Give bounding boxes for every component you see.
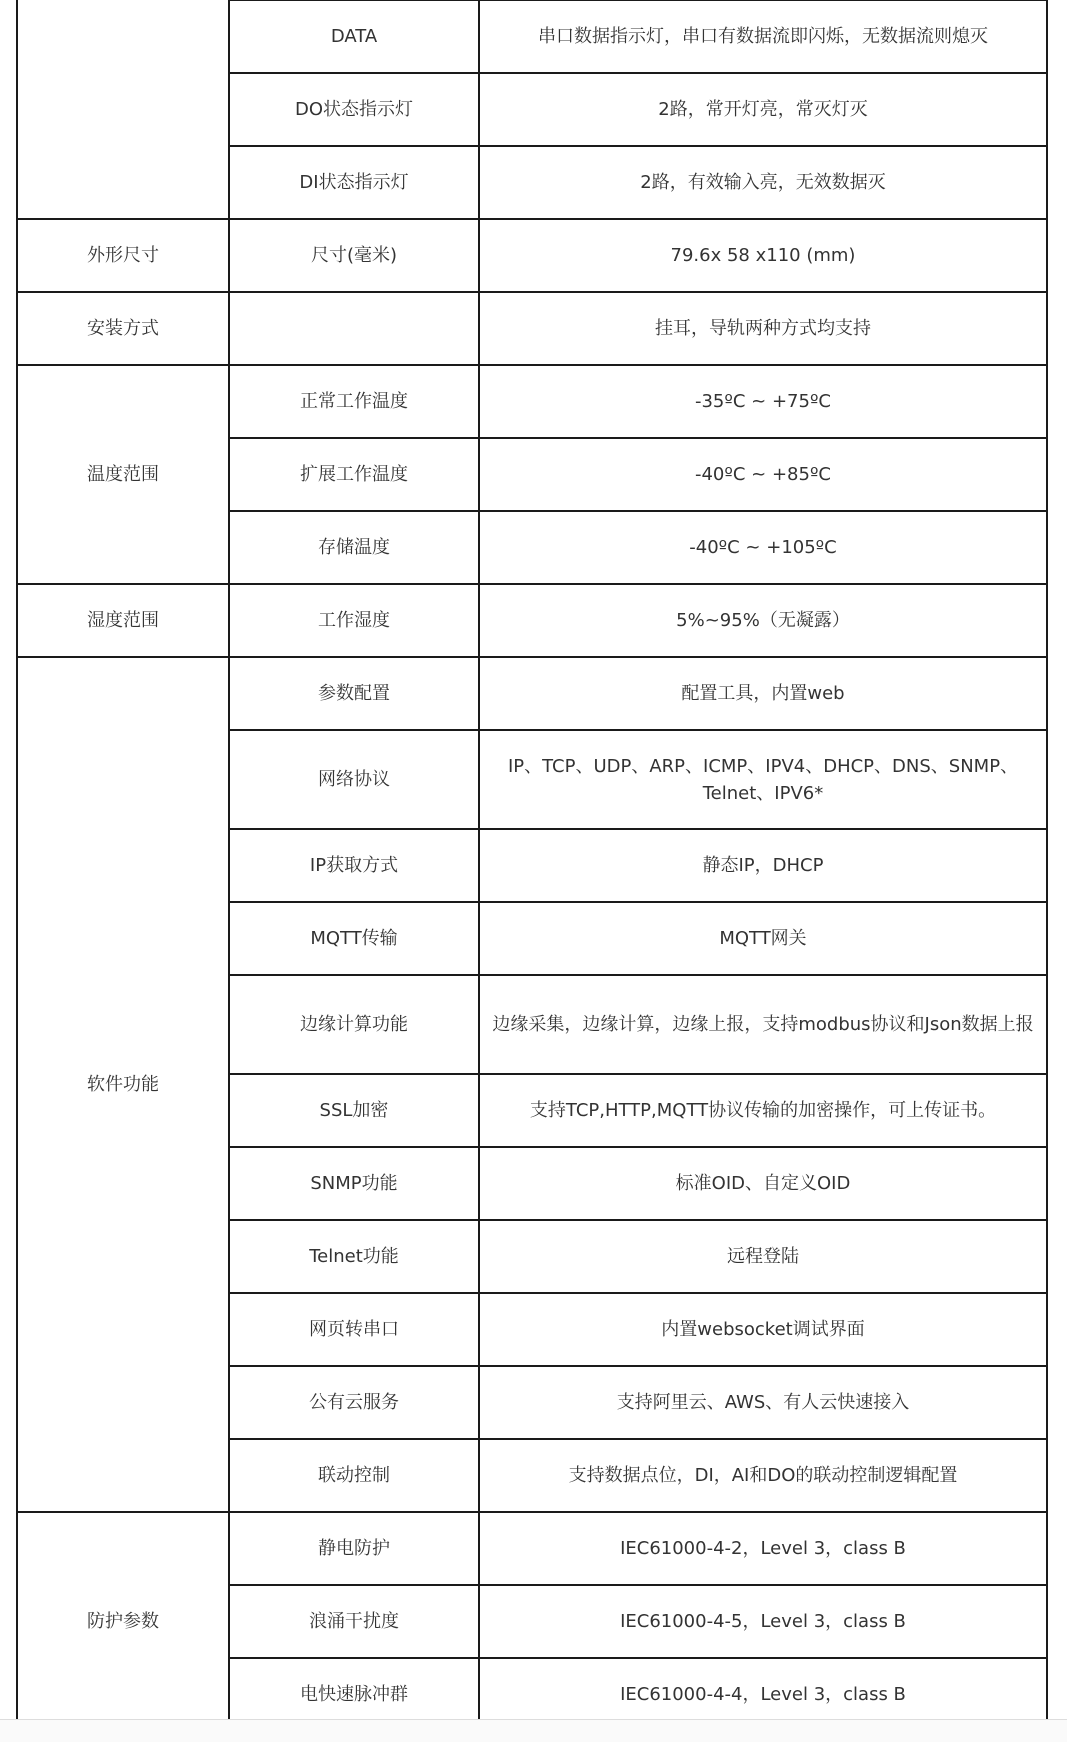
value-cell: 支持阿里云、AWS、有人云快速接入: [479, 1366, 1047, 1439]
item-cell: 电快速脉冲群: [229, 1658, 479, 1730]
table-row: [17, 0, 1047, 73]
value-cell: 2路，常开灯亮，常灭灯灭: [479, 73, 1047, 146]
item-cell: MQTT传输: [229, 902, 479, 975]
table-row: [17, 292, 1047, 365]
category-cell: 防护参数: [17, 1512, 229, 1730]
category-cell: [17, 0, 229, 219]
item-cell: 边缘计算功能: [229, 975, 479, 1074]
value-cell: 5%~95%（无凝露）: [479, 584, 1047, 657]
value-cell: 串口数据指示灯，串口有数据流即闪烁，无数据流则熄灭: [479, 0, 1047, 73]
item-cell: 参数配置: [229, 657, 479, 730]
item-cell: DO状态指示灯: [229, 73, 479, 146]
value-cell: MQTT网关: [479, 902, 1047, 975]
item-cell: Telnet功能: [229, 1220, 479, 1293]
item-cell: 公有云服务: [229, 1366, 479, 1439]
category-cell: 温度范围: [17, 365, 229, 584]
value-cell: -35ºC ~ +75ºC: [479, 365, 1047, 438]
item-cell: 网络协议: [229, 730, 479, 829]
table-row: [17, 1512, 1047, 1585]
value-cell: 支持TCP,HTTP,MQTT协议传输的加密操作，可上传证书。: [479, 1074, 1047, 1147]
item-cell: 联动控制: [229, 1439, 479, 1512]
item-cell: 扩展工作温度: [229, 438, 479, 511]
item-cell: IP获取方式: [229, 829, 479, 902]
category-cell: 安装方式: [17, 292, 229, 365]
item-cell: 存储温度: [229, 511, 479, 584]
value-cell: 边缘采集，边缘计算，边缘上报，支持modbus协议和Json数据上报: [479, 975, 1047, 1074]
value-cell: 静态IP，DHCP: [479, 829, 1047, 902]
item-cell: [229, 292, 479, 365]
value-cell: 79.6x 58 x110 (mm): [479, 219, 1047, 292]
value-cell: -40ºC ~ +85ºC: [479, 438, 1047, 511]
value-cell: -40ºC ~ +105ºC: [479, 511, 1047, 584]
category-cell: 软件功能: [17, 657, 229, 1512]
page-bottom-edge: [0, 1719, 1067, 1742]
value-cell: IEC61000-4-5，Level 3，class B: [479, 1585, 1047, 1658]
value-cell: 远程登陆: [479, 1220, 1047, 1293]
spec-table: [16, 0, 1048, 1731]
item-cell: 尺寸(毫米): [229, 219, 479, 292]
category-cell: 外形尺寸: [17, 219, 229, 292]
value-cell: 配置工具，内置web: [479, 657, 1047, 730]
value-cell: 挂耳，导轨两种方式均支持: [479, 292, 1047, 365]
item-cell: 正常工作温度: [229, 365, 479, 438]
item-cell: 浪涌干扰度: [229, 1585, 479, 1658]
item-cell: DI状态指示灯: [229, 146, 479, 219]
value-cell: IEC61000-4-4，Level 3，class B: [479, 1658, 1047, 1730]
value-cell: 支持数据点位，DI，AI和DO的联动控制逻辑配置: [479, 1439, 1047, 1512]
category-cell: 湿度范围: [17, 584, 229, 657]
item-cell: SSL加密: [229, 1074, 479, 1147]
value-cell: 标准OID、自定义OID: [479, 1147, 1047, 1220]
table-row: [17, 657, 1047, 730]
value-cell: IEC61000-4-2，Level 3，class B: [479, 1512, 1047, 1585]
item-cell: DATA: [229, 0, 479, 73]
value-cell: 内置websocket调试界面: [479, 1293, 1047, 1366]
table-row: [17, 219, 1047, 292]
item-cell: 静电防护: [229, 1512, 479, 1585]
item-cell: SNMP功能: [229, 1147, 479, 1220]
value-cell: 2路，有效输入亮，无效数据灭: [479, 146, 1047, 219]
table-row: [17, 365, 1047, 438]
value-cell: IP、TCP、UDP、ARP、ICMP、IPV4、DHCP、DNS、SNMP、Telnet、IPV6*: [479, 730, 1047, 829]
table-row: [17, 584, 1047, 657]
item-cell: 工作湿度: [229, 584, 479, 657]
item-cell: 网页转串口: [229, 1293, 479, 1366]
